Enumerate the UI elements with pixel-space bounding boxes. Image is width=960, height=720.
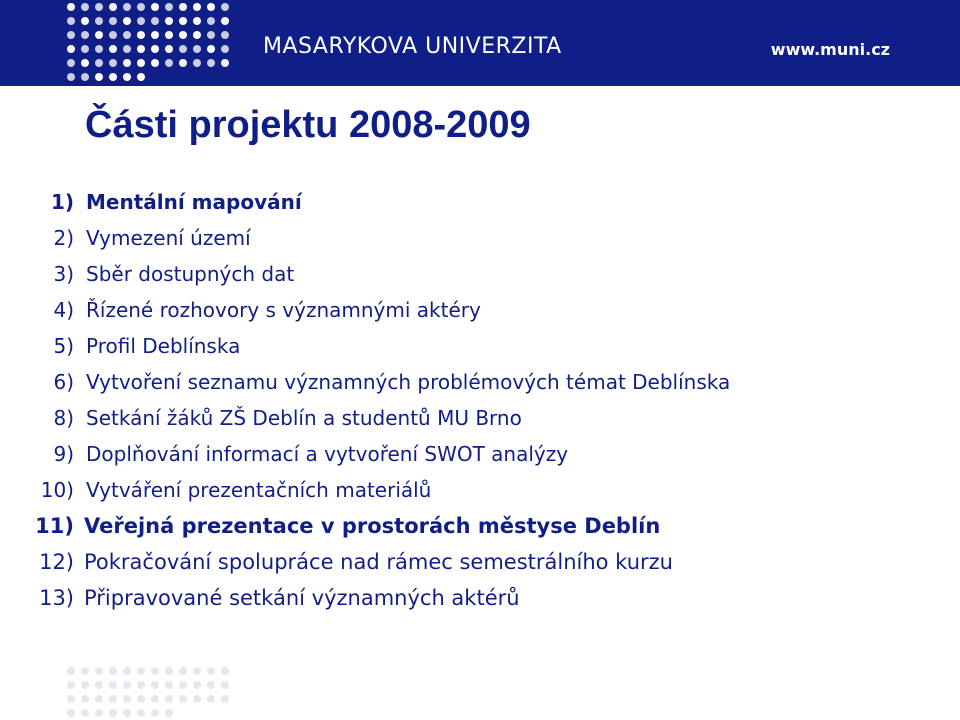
decor-dot — [123, 667, 131, 675]
list-item-text: Pokračování spolupráce nad rámec semestrálního kurzu — [84, 550, 673, 574]
list-item — [0, 544, 960, 580]
decor-dot — [95, 31, 103, 39]
decor-dot — [81, 31, 89, 39]
decor-dot — [81, 59, 89, 67]
decor-dot — [207, 45, 215, 53]
decor-dot — [67, 667, 75, 675]
list-item — [0, 508, 960, 544]
list-item-text: Řízené rozhovory s významnými aktéry — [86, 298, 481, 322]
decor-dot — [221, 31, 229, 39]
decor-dot — [193, 667, 201, 675]
decor-dot — [67, 3, 75, 11]
decor-dot — [95, 17, 103, 25]
decor-dot — [193, 695, 201, 703]
header-bar — [0, 0, 960, 86]
decor-dot — [137, 17, 145, 25]
decor-dot — [109, 59, 117, 67]
decor-dot — [193, 681, 201, 689]
decor-dot — [207, 695, 215, 703]
list-item — [0, 328, 960, 364]
decor-dot — [67, 59, 75, 67]
decor-dot — [193, 31, 201, 39]
decor-dot — [137, 3, 145, 11]
decor-dot — [109, 667, 117, 675]
list-item-text: Vymezení území — [86, 226, 251, 250]
decor-dot — [81, 45, 89, 53]
dot-pattern-top — [64, 0, 232, 84]
decor-dot — [67, 73, 75, 81]
decor-dot — [123, 45, 131, 53]
list-item-number: 10) — [40, 478, 74, 502]
decor-dot — [207, 59, 215, 67]
decor-dot — [137, 73, 145, 81]
list-item-number: 2) — [53, 226, 74, 250]
list-item-text: Veřejná prezentace v prostorách městyse Deblín — [84, 514, 661, 538]
decor-dot — [165, 59, 173, 67]
decor-dot — [137, 45, 145, 53]
decor-dot — [109, 3, 117, 11]
decor-dot — [137, 667, 145, 675]
list-item — [0, 472, 960, 508]
decor-dot — [123, 681, 131, 689]
decor-dot — [95, 709, 103, 717]
decor-dot — [193, 3, 201, 11]
decor-dot — [165, 31, 173, 39]
decor-dot — [207, 667, 215, 675]
decor-dot — [109, 709, 117, 717]
decor-dot — [179, 667, 187, 675]
decor-dot — [221, 59, 229, 67]
project-parts-list — [0, 184, 960, 616]
decor-dot — [151, 59, 159, 67]
decor-dot — [95, 59, 103, 67]
list-item — [0, 292, 960, 328]
decor-dot — [193, 59, 201, 67]
decor-dot — [165, 3, 173, 11]
decor-dot — [67, 31, 75, 39]
decor-dot — [221, 3, 229, 11]
list-item-number: 13) — [39, 586, 74, 610]
decor-dot — [165, 17, 173, 25]
list-item — [0, 184, 960, 220]
decor-dot — [165, 709, 173, 717]
list-item-text: Setkání žáků ZŠ Deblín a studentů MU Brno — [86, 406, 522, 430]
list-item-text: Vytváření prezentačních materiálů — [86, 478, 432, 502]
decor-dot — [123, 695, 131, 703]
decor-dot — [123, 73, 131, 81]
decor-dot — [207, 681, 215, 689]
decor-dot — [95, 681, 103, 689]
decor-dot — [95, 667, 103, 675]
decor-dot — [109, 17, 117, 25]
list-item-number: 12) — [39, 550, 74, 574]
list-item-text: Mentální mapování — [86, 190, 302, 214]
decor-dot — [221, 681, 229, 689]
dot-pattern-bottom — [64, 664, 232, 720]
decor-dot — [151, 3, 159, 11]
list-item-number: 4) — [53, 298, 74, 322]
decor-dot — [109, 73, 117, 81]
decor-dot — [221, 45, 229, 53]
decor-dot — [123, 709, 131, 717]
list-item-text: Profil Deblínska — [86, 334, 241, 358]
decor-dot — [179, 59, 187, 67]
list-item — [0, 364, 960, 400]
decor-dot — [151, 709, 159, 717]
decor-dot — [137, 59, 145, 67]
decor-dot — [165, 695, 173, 703]
decor-dot — [221, 695, 229, 703]
decor-dot — [137, 709, 145, 717]
decor-dot — [109, 45, 117, 53]
decor-dot — [95, 3, 103, 11]
decor-dot — [95, 695, 103, 703]
university-name: MASARYKOVA UNIVERZITA — [263, 34, 562, 59]
decor-dot — [179, 3, 187, 11]
decor-dot — [67, 45, 75, 53]
decor-dot — [179, 695, 187, 703]
decor-dot — [151, 695, 159, 703]
decor-dot — [151, 667, 159, 675]
list-item-text: Doplňování informací a vytvoření SWOT analýzy — [86, 442, 569, 466]
list-item — [0, 256, 960, 292]
list-item — [0, 436, 960, 472]
decor-dot — [67, 709, 75, 717]
decor-dot — [81, 17, 89, 25]
decor-dot — [151, 681, 159, 689]
decor-dot — [193, 45, 201, 53]
decor-dot — [137, 681, 145, 689]
decor-dot — [165, 667, 173, 675]
decor-dot — [207, 31, 215, 39]
decor-dot — [81, 3, 89, 11]
decor-dot — [151, 31, 159, 39]
decor-dot — [123, 31, 131, 39]
list-item — [0, 580, 960, 616]
decor-dot — [123, 3, 131, 11]
decor-dot — [81, 73, 89, 81]
decor-dot — [179, 45, 187, 53]
website-link[interactable]: www.muni.cz — [770, 40, 890, 59]
list-item-number: 8) — [53, 406, 74, 430]
list-item — [0, 220, 960, 256]
decor-dot — [165, 45, 173, 53]
decor-dot — [95, 45, 103, 53]
decor-dot — [221, 17, 229, 25]
decor-dot — [207, 3, 215, 11]
decor-dot — [81, 667, 89, 675]
decor-dot — [67, 695, 75, 703]
decor-dot — [67, 17, 75, 25]
decor-dot — [81, 681, 89, 689]
decor-dot — [165, 681, 173, 689]
decor-dot — [137, 31, 145, 39]
list-item-number: 3) — [53, 262, 74, 286]
list-item-number: 1) — [50, 190, 74, 214]
decor-dot — [81, 695, 89, 703]
list-item-number: 5) — [53, 334, 74, 358]
decor-dot — [179, 17, 187, 25]
decor-dot — [221, 667, 229, 675]
decor-dot — [123, 59, 131, 67]
decor-dot — [151, 45, 159, 53]
list-item-number: 11) — [35, 514, 74, 538]
decor-dot — [179, 31, 187, 39]
list-item-number: 9) — [53, 442, 74, 466]
list-item — [0, 400, 960, 436]
decor-dot — [109, 31, 117, 39]
decor-dot — [179, 681, 187, 689]
decor-dot — [207, 17, 215, 25]
decor-dot — [193, 17, 201, 25]
decor-dot — [95, 73, 103, 81]
list-item-text: Vytvoření seznamu významných problémových témat Deblínska — [86, 370, 731, 394]
decor-dot — [151, 17, 159, 25]
decor-dot — [137, 695, 145, 703]
decor-dot — [109, 695, 117, 703]
list-item-text: Sběr dostupných dat — [86, 262, 295, 286]
slide-title: Části projektu 2008-2009 — [85, 104, 531, 146]
list-item-number: 6) — [53, 370, 74, 394]
decor-dot — [81, 709, 89, 717]
decor-dot — [109, 681, 117, 689]
decor-dot — [67, 681, 75, 689]
list-item-text: Připravované setkání významných aktérů — [84, 586, 520, 610]
decor-dot — [123, 17, 131, 25]
